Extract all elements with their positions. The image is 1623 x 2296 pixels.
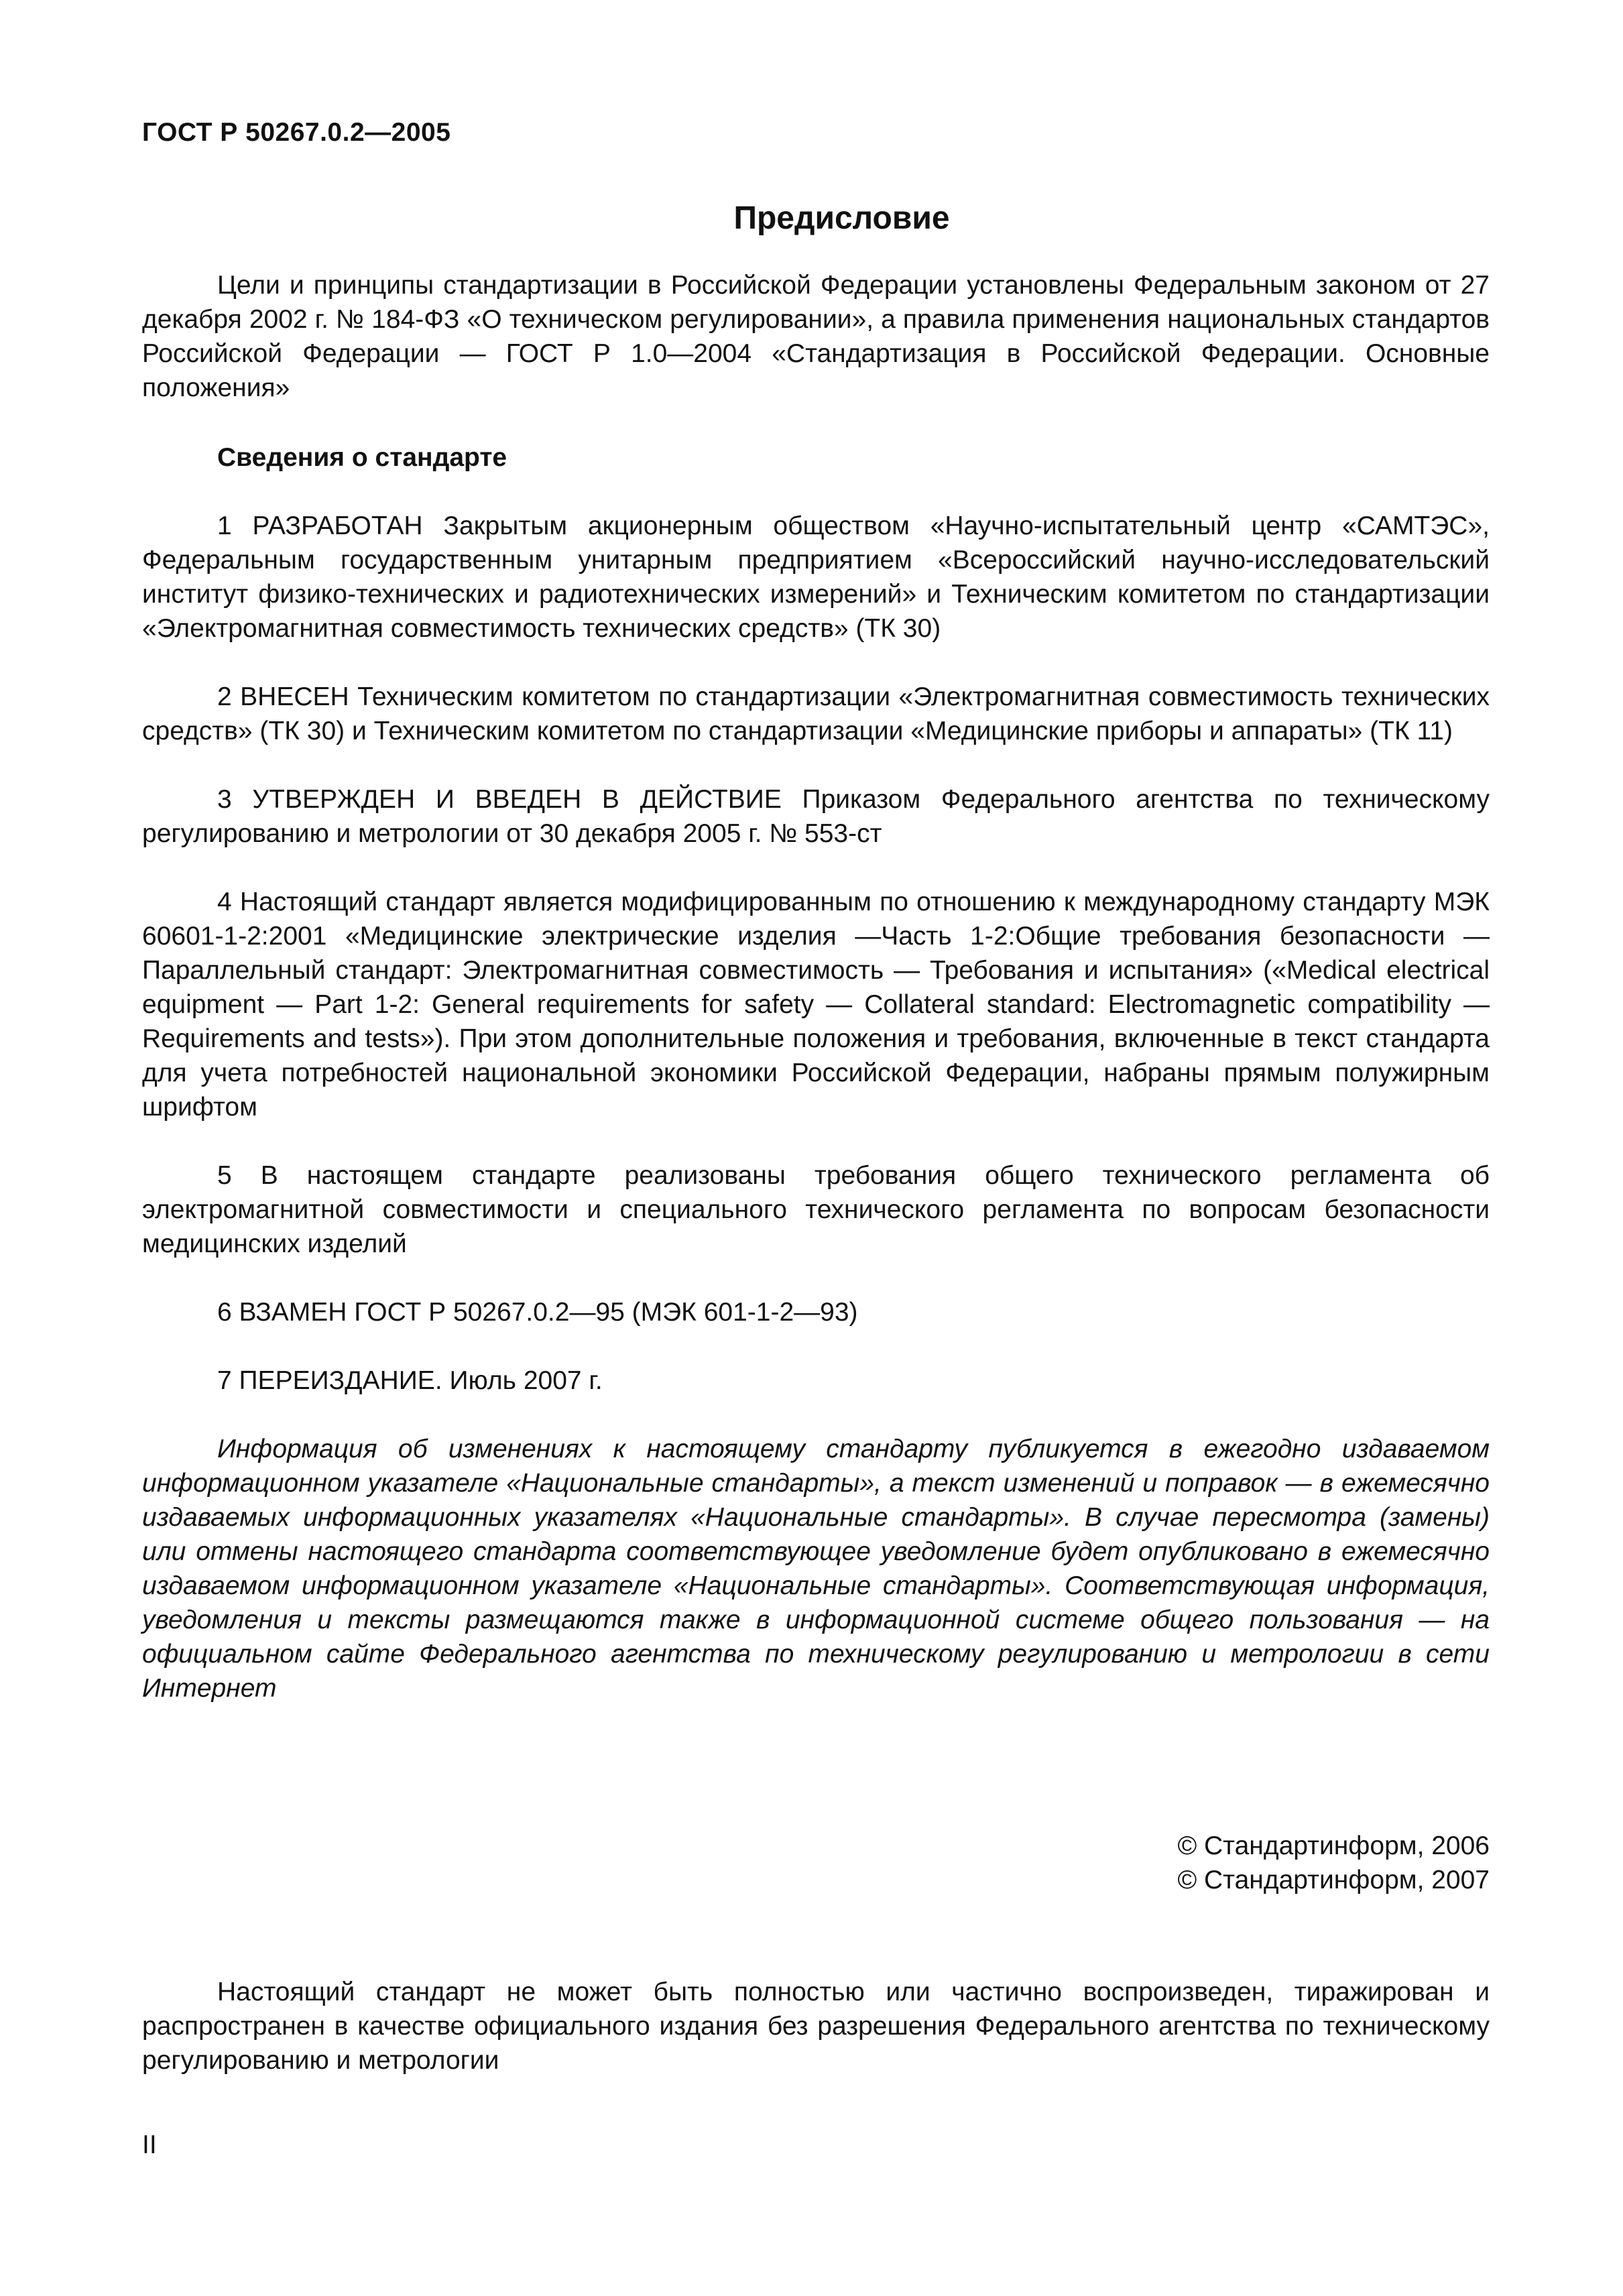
page-number: II — [142, 2130, 157, 2159]
section-heading: Сведения о стандарте — [217, 443, 507, 472]
copyright-line: © Стандартинформ, 2006 — [1177, 1831, 1490, 1860]
item-7-reissue: 7 ПЕРЕИЗДАНИЕ. Июль 2007 г. — [217, 1366, 603, 1395]
document-code-header: ГОСТ Р 50267.0.2—2005 — [142, 118, 451, 147]
item-6-replaces: 6 ВЗАМЕН ГОСТ Р 50267.0.2—95 (МЭК 601-1-2—93) — [217, 1298, 858, 1327]
reproduction-notice: Настоящий стандарт не может быть полностью или частично воспроизведен, тиражирован и распространен в качестве официального издания без разрешения Федерального агентства по техническому регулированию и метрологии — [142, 1978, 1490, 2075]
item-1-developed: 1 РАЗРАБОТАН Закрытым акционерным обществом «Научно-испытательный центр «САМТЭС», Федеральным государственным унитарным предприятием «Всероссийский научно-исследовательский институт физико-технических и радиотехнических измерений» и Техническим комитетом по стандартизации «Электромагнитная совместимость технических средств» (ТК 30) — [142, 511, 1490, 643]
intro-paragraph: Цели и принципы стандартизации в Российской Федерации установлены Федеральным законом от 27 декабря 2002 г. № 184-ФЗ «О техническом регулировании», а правила применения национальных стандартов Российской Федерации — ГОСТ Р 1.0—2004 «Стандартизация в Российской Федерации. Основные положения» — [142, 271, 1490, 402]
page-title: Предисловие — [733, 200, 950, 236]
copyright-line: © Стандартинформ, 2007 — [1177, 1866, 1490, 1894]
item-5-requirements: 5 В настоящем стандарте реализованы требования общего технического регламента об электромагнитной совместимости и специального технического регламента по вопросам безопасности медицинских изделий — [142, 1161, 1490, 1258]
foreword-body — [142, 268, 1490, 1705]
item-4-modified: 4 Настоящий стандарт является модифицированным по отношению к международному стандарту МЭК 60601-1-2:2001 «Медицинские электрические изделия —Часть 1-2:Общие требования безопасности — Параллельный стандарт: Электромагнитная совместимость — Требования и испытания» («Medical electrical equipment — Part 1-2: General requirements for safety — Collateral standard: Electromagnetic compatibility —Requirements and tests»). При этом дополнительные положения и требования, включенные в текст стандарта для учета потребностей национальной экономики Российской Федерации, набраны прямым полужирным шрифтом — [142, 888, 1490, 1122]
changes-info-paragraph: Информация об изменениях к настоящему стандарту публикуется в ежегодно издаваемом информационном указателе «Национальные стандарты», а текст изменений и поправок — в ежемесячно издаваемых информационных указателях «Национальные стандарты». В случае пересмотра (замены) или отмены настоящего стандарта соответствующее уведомление будет опубликовано в ежемесячно издаваемом информационном указателе «Национальные стандарты». Соответствующая информация, уведомления и тексты размещаются также в информационной системе общего пользования — на официальном сайте Федерального агентства по техническому регулированию и метрологии в сети Интернет — [142, 1435, 1490, 1703]
copyright-block — [1177, 1829, 1490, 1897]
item-3-approved: 3 УТВЕРЖДЕН И ВВЕДЕН В ДЕЙСТВИЕ Приказом Федерального агентства по техническому регулированию и метрологии от 30 декабря 2005 г. № 553-ст — [142, 785, 1490, 848]
item-2-introduced: 2 ВНЕСЕН Техническим комитетом по стандартизации «Электромагнитная совместимость технических средств» (ТК 30) и Техническим комитетом по стандартизации «Медицинские приборы и аппараты» (ТК 11) — [142, 682, 1490, 745]
